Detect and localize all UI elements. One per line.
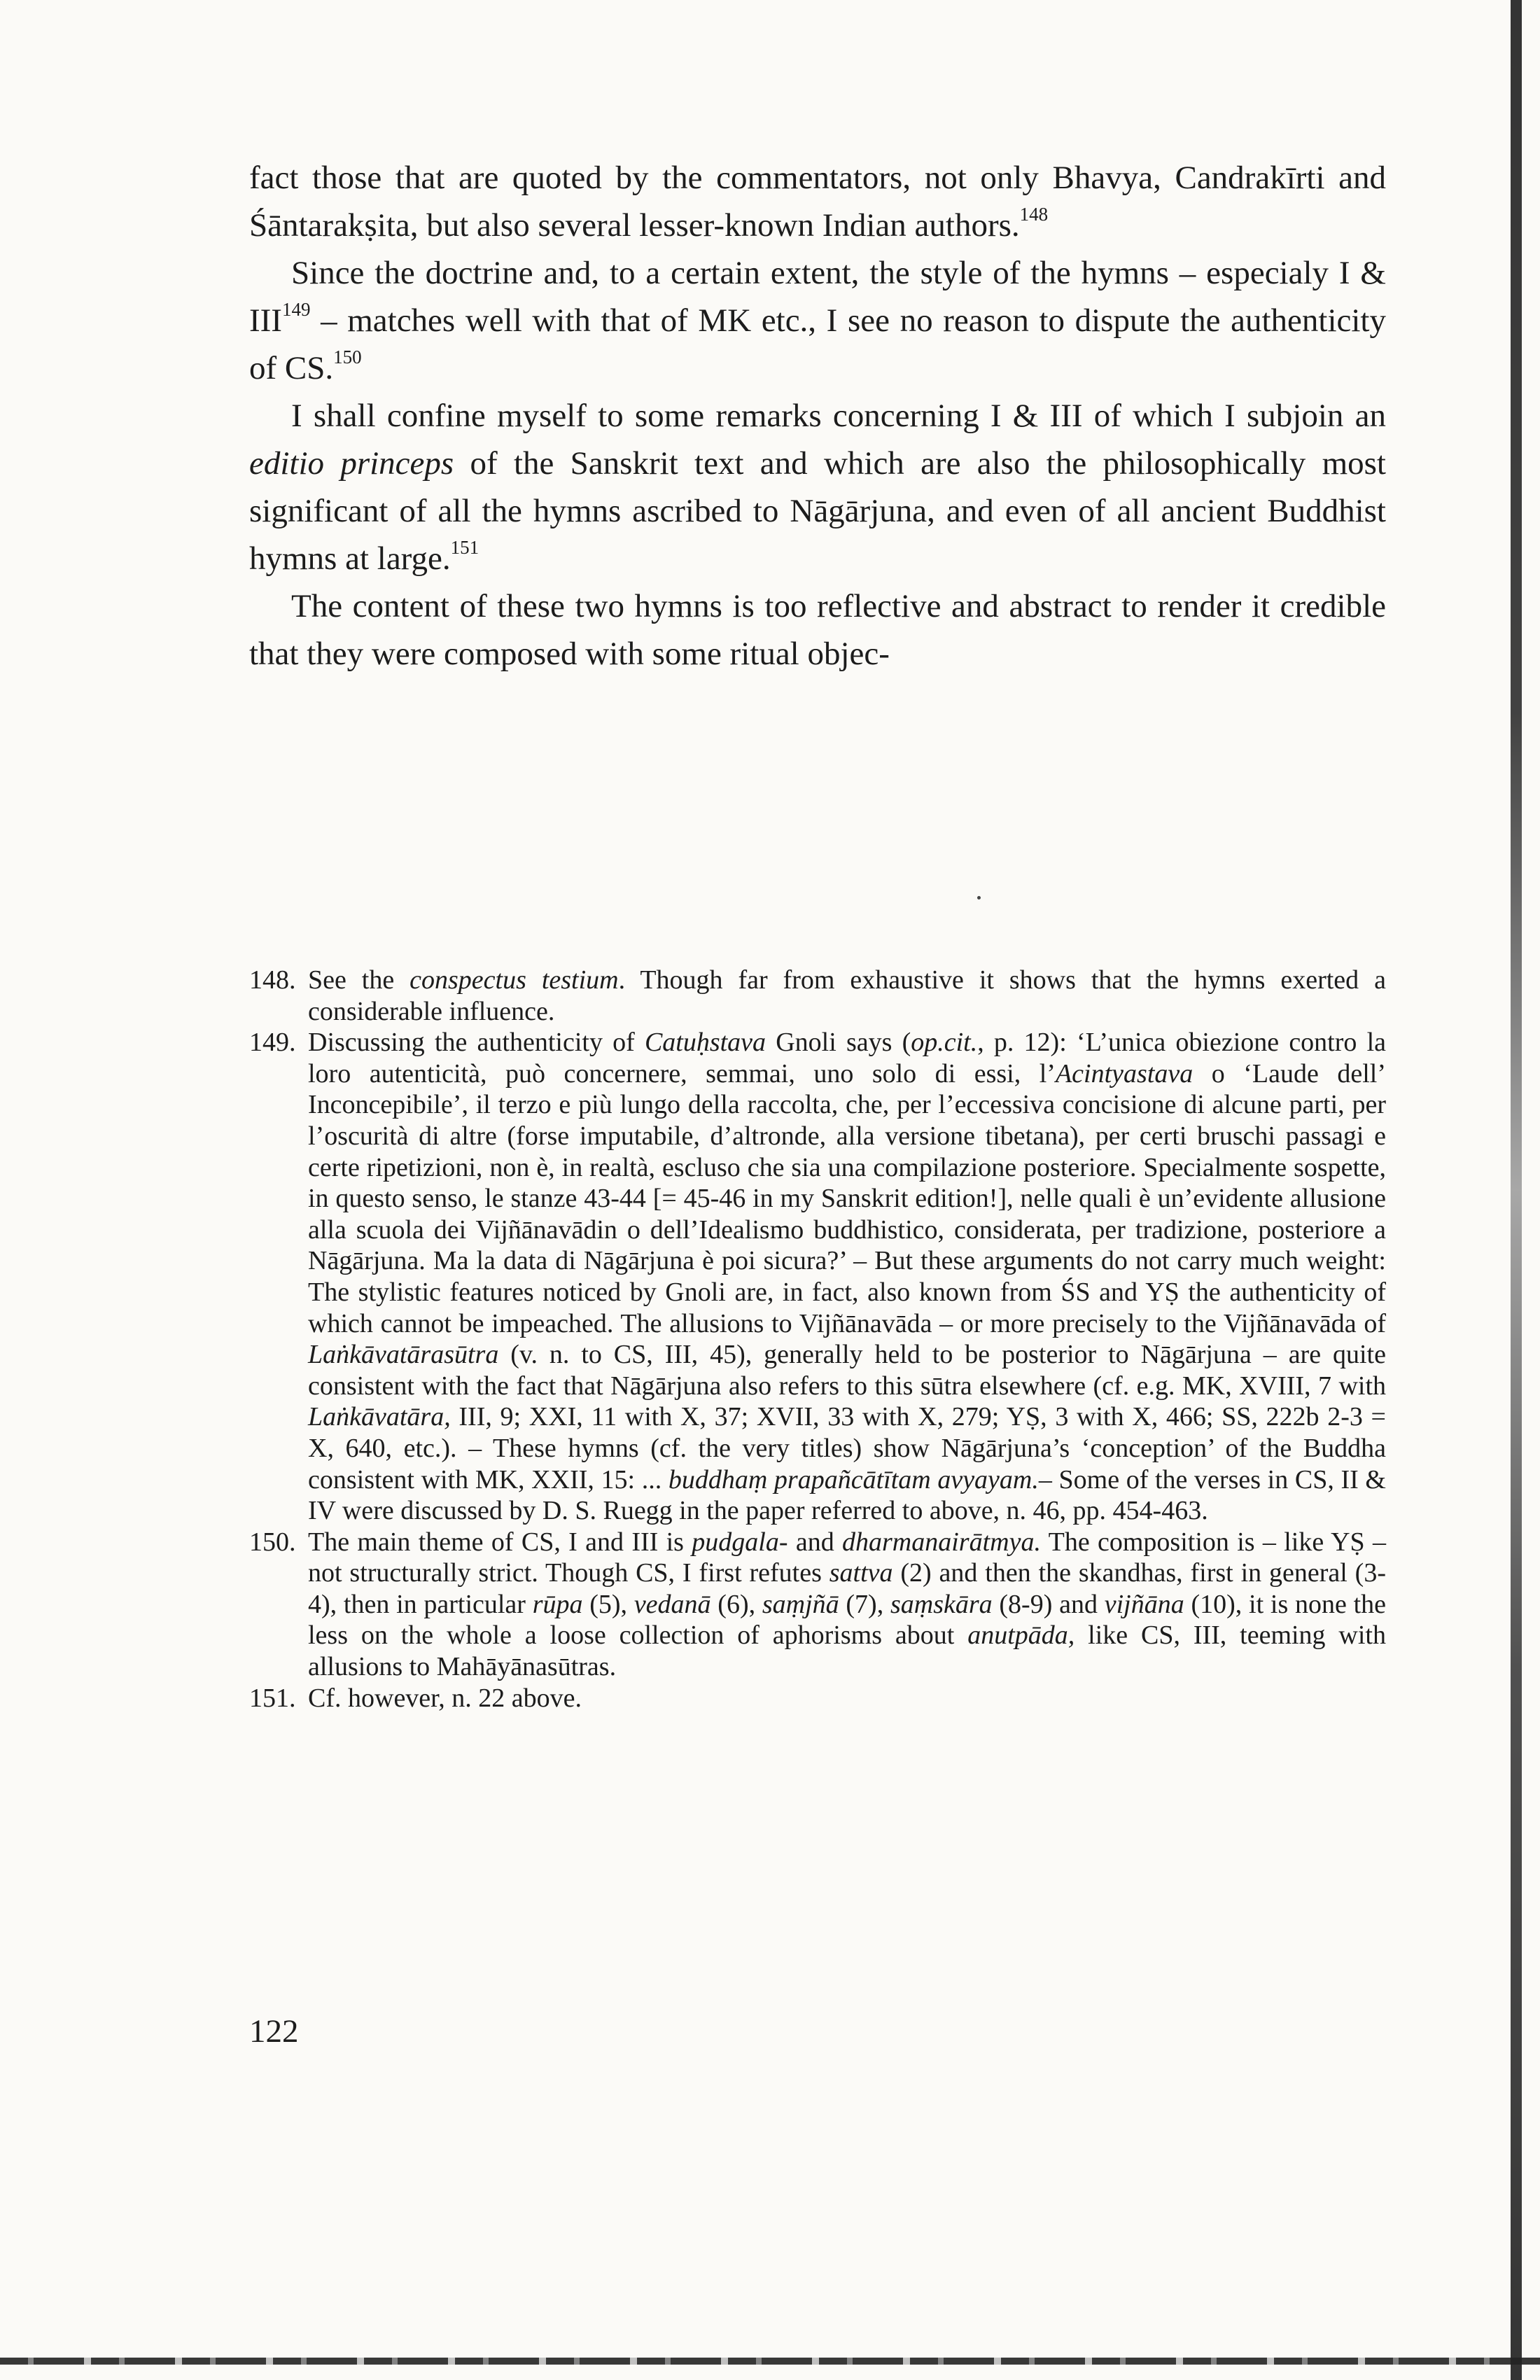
footnote-150 [249, 1527, 1386, 1683]
footnote-148 [249, 965, 1386, 1027]
footnote-number: 151. [249, 1683, 296, 1713]
footnote-ref-150[interactable]: 150 [333, 346, 362, 368]
paragraph-1: fact those that are quoted by the commentators, not only Bhavya, Candrakīrti and Śāntarakṣita, but also several lesser-known Indian authors.$^{148}$ [249, 160, 1386, 244]
scan-edge-right [1511, 0, 1522, 2380]
paragraph-4: The content of these two hymns is too reflective and abstract to render it credible that they were composed with some ritual objec- [249, 588, 1386, 672]
scan-edge-bottom [0, 2358, 1540, 2365]
page-content [249, 154, 1387, 2050]
footnote-text: See the conspectus testium. Though far from exhaustive it shows that the hymns exerted a considerable influence. [308, 965, 1386, 1026]
footnote-151 [249, 1683, 1386, 1714]
footnote-number: 148. [249, 965, 296, 995]
footnote-text: Discussing the authenticity of Catuḥstava Gnoli says (op.cit., p. 12): ‘L’unica obiezione contro la loro autenticità, può concernere, semmai, uno solo di essi, l’Acintyastava o ‘Laude dell’ Inconcepibile’, il terzo e più lungo della raccolta, che, per l’eccessiva concisione di alcune parti, per l’oscurità di altre (forse imputabile, d’altronde, alla versione tibetana), per certi bruschi passagi e certe ripetizioni, non è, in realtà, escluso che sia una compilazione posteriore. Specialmente sospette, in questo senso, le stanze 43-44 [= 45-46 in my Sanskrit edition!], nelle quali è un’evidente allusione alla scuola dei Vijñānavādin o dell’Idealismo buddhistico, considerata, per tradizione, posteriore a Nāgārjuna. Ma la data di Nāgārjuna è poi sicura?’ – But these arguments do not carry much weight: The stylistic features noticed by Gnoli are, in fact, also known from ŚS and YṢ the authenticity of which cannot be impeached. The allusions to Vijñānavāda – or more precisely to the Vijñānavāda of Laṅkāvatārasūtra (v. n. to CS, III, 45), generally held to be posterior to Nāgārjuna – are quite consistent with the fact that Nāgārjuna also refers to this sūtra elsewhere (cf. e.g. MK, XVIII, 7 with Laṅkāvatāra, III, 9; XXI, 11 with X, 37; XVII, 33 with X, 279; YṢ, 3 with X, 466; SS, 222b 2-3 = X, 640, etc.). – These hymns (cf. the very titles) show Nāgārjuna’s ‘conception’ of the Buddha consistent with MK, XXII, 15: ... buddhaṃ prapañcātītam avyayam.– Some of the verses in CS, II & IV were discussed by D. S. Ruegg in the paper referred to above, n. 46, pp. 454-463. [308, 1028, 1387, 1526]
footnote-number: 149. [249, 1028, 296, 1058]
footnote-ref-148[interactable]: 148 [1019, 204, 1049, 225]
footnote-149 [249, 1027, 1386, 1527]
footnote-ref-151[interactable]: 151 [450, 537, 479, 558]
footnote-text: The main theme of CS, I and III is pudgala- and dharmanairātmya. The composition is – like YṢ – not structurally strict. Though CS, I first refutes sattva (2) and then the skandhas, first in general (3-4), then in particular rūpa (5), vedanā (6), saṃjñā (7), saṃskāra (8-9) and vijñāna (10), it is none the less on the whole a loose collection of aphorisms about anutpāda, like CS, III, teeming with allusions to Mahāyānasūtras. [308, 1527, 1387, 1682]
page-number: 122 [249, 2013, 299, 2050]
stray-mark [977, 896, 981, 899]
main-text [249, 154, 1386, 678]
footnotes [249, 965, 1386, 1714]
paragraph-3: I shall confine myself to some remarks concerning I & III of which I subjoin an editio princeps of the Sanskrit text and which are also the philosophically most significant of all the hymns ascribed to Nāgārjuna, and even of all ancient Buddhist hymns at large.$^{151}$ [249, 398, 1386, 577]
footnote-number: 150. [249, 1527, 296, 1557]
footnote-ref-149[interactable]: 149 [281, 299, 311, 320]
paragraph-2: Since the doctrine and, to a certain extent, the style of the hymns – especialy I & III$^{149}$ – matches well with that of MK etc., I see no reason to dispute the authenticity of CS.$^{150}$ [249, 255, 1386, 386]
footnote-text: Cf. however, n. 22 above. [308, 1683, 582, 1713]
